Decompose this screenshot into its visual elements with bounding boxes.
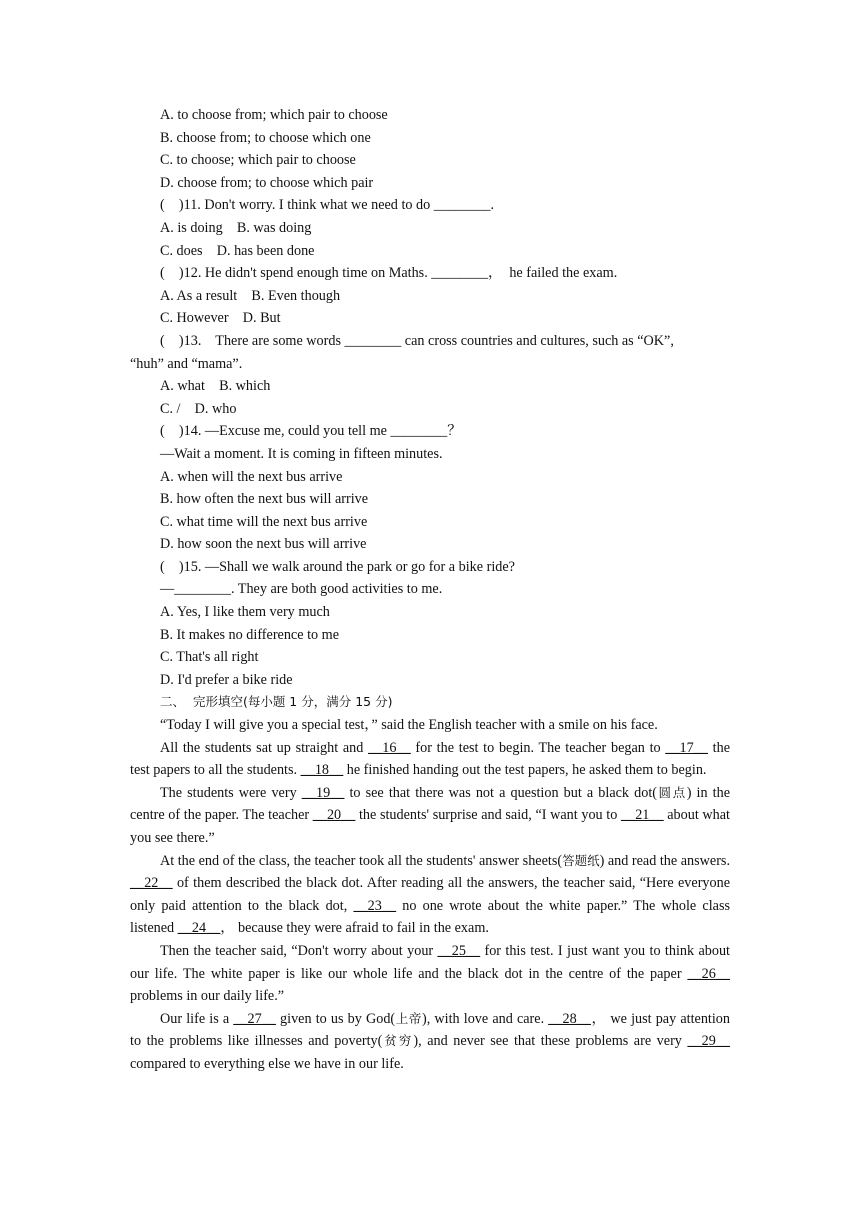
chinese-gloss: 上帝: [395, 1010, 422, 1026]
passage-paragraph-3: [130, 782, 730, 850]
q15-reply: —________. They are both good activities to me.: [160, 581, 443, 598]
passage-text: the students' surprise and said, “I want you to: [355, 807, 622, 824]
passage-text: no one wrote about the white paper.” The whole class listened: [130, 897, 731, 937]
passage-paragraph-2: [130, 737, 730, 782]
q11-options-ab: A. is doing B. was doing: [160, 219, 312, 236]
passage-text: The students were very: [160, 784, 302, 801]
passage-text: All the students sat up straight and: [160, 739, 369, 756]
passage-text: ) in the centre of the paper. The teacher: [130, 784, 730, 824]
passage-text: he finished handing out the test papers, he asked them to begin.: [343, 762, 707, 779]
passage-text: for this test. I just want you to think about our life. The white paper is like our whole life and the black dot in the centre of the paper: [130, 942, 730, 982]
passage-text: about what you see there.”: [130, 807, 730, 846]
section-score-note: (每小题 1 分，满分 15 分): [242, 694, 393, 710]
blank-20: __20__: [312, 807, 356, 824]
q11-options-cd: C. does D. has been done: [160, 242, 315, 259]
passage-paragraph-1: [130, 714, 730, 737]
passage-text: ) and read the answers.: [599, 852, 730, 869]
passage-paragraph-6: [130, 1008, 730, 1076]
q14-option-c: C. what time will the next bus arrive: [160, 513, 368, 530]
chinese-gloss: 圆点: [657, 784, 687, 800]
q11-stem: ( )11. Don't worry. I think what we need to do ________.: [160, 197, 495, 214]
document-content: [130, 104, 730, 1076]
q10-option-b: B. choose from; to choose which one: [160, 129, 371, 146]
blank-18: __18__: [300, 762, 344, 779]
blank-23: __23__: [353, 897, 397, 914]
passage-text: of them described the black dot. After reading all the answers, the teacher said, “Here everyone only paid attention to the black dot,: [130, 875, 730, 914]
passage-text: ， we just pay attention to the problems like illnesses and poverty(: [130, 1010, 730, 1050]
blank-21: __21__: [621, 807, 664, 824]
q15-stem: ( )15. —Shall we walk around the park or go for a bike ride?: [160, 558, 515, 575]
q14-reply: —Wait a moment. It is coming in fifteen minutes.: [160, 445, 443, 462]
section-heading: [130, 691, 730, 714]
passage-text: ), and never see that these problems are very: [413, 1033, 688, 1050]
q14-option-b: B. how often the next bus will arrive: [160, 491, 369, 508]
passage-text: for the test to begin. The teacher began to: [410, 739, 666, 756]
q12-options-ab: A. As a result B. Even though: [160, 287, 341, 304]
q14-option-a: A. when will the next bus arrive: [160, 468, 343, 485]
blank-16: __16__: [368, 739, 411, 756]
passage-paragraph-4: [130, 850, 730, 940]
blank-24: __24__: [177, 920, 221, 937]
passage-text: given to us by God(: [275, 1010, 396, 1027]
q15-option-b: B. It makes no difference to me: [160, 626, 339, 643]
q10-option-d: D. choose from; to choose which pair: [160, 174, 374, 191]
q15-option-a: A. Yes, I like them very much: [160, 604, 330, 621]
q10-option-c: C. to choose; which pair to choose: [160, 152, 356, 169]
q13-options-ab: A. what B. which: [160, 378, 271, 395]
blank-17: __17__: [665, 739, 708, 756]
blank-28: __28__: [548, 1010, 591, 1027]
q14-option-d: D. how soon the next bus will arrive: [160, 536, 367, 553]
chinese-gloss: 答题纸: [562, 852, 600, 868]
passage-text: Our life is a: [160, 1010, 234, 1027]
passage-text: the test papers to all the students.: [130, 739, 730, 779]
passage-text: compared to everything else we have in our life.: [130, 1055, 404, 1072]
blank-26: __26__: [687, 965, 730, 982]
q13-stem: ( )13. There are some words ________ can cross countries and cultures, such as “OK”,: [160, 332, 674, 349]
q10-option-a: A. to choose from; which pair to choose: [160, 107, 388, 123]
passage-text: ), with love and care.: [421, 1010, 549, 1027]
q13-options-cd: C. / D. who: [160, 400, 237, 417]
passage-text: “Today I will give you a special test，” said the English teacher with a smile on his face.: [160, 717, 658, 734]
chinese-gloss: 贫穷: [382, 1033, 414, 1049]
q15-option-c: C. That's all right: [160, 649, 259, 666]
q12-options-cd: C. However D. But: [160, 310, 281, 327]
passage-text: At the end of the class, the teacher took all the students' answer sheets(: [160, 852, 563, 869]
section-title: 二、 完形填空: [160, 694, 243, 710]
passage-text: Then the teacher said, “Don't worry about your: [160, 942, 438, 959]
passage-text: to see that there was not a question but a black dot(: [344, 784, 657, 801]
passage-paragraph-5: [130, 940, 730, 1008]
q13-stem-cont: “huh” and “mama”.: [130, 355, 243, 372]
passage-text: problems in our daily life.”: [130, 988, 285, 1005]
passage-text: ， because they were afraid to fail in the exam.: [220, 920, 489, 937]
q15-option-d: D. I'd prefer a bike ride: [160, 671, 293, 688]
q14-stem: ( )14. —Excuse me, could you tell me ________？: [160, 423, 462, 440]
blank-29: __29__: [687, 1033, 730, 1050]
blank-25: __25__: [437, 942, 481, 959]
blank-22: __22__: [130, 875, 173, 892]
blank-19: __19__: [301, 784, 345, 801]
q12-stem: ( )12. He didn't spend enough time on Maths. ________， he failed the exam.: [160, 265, 618, 282]
blank-27: __27__: [233, 1010, 276, 1027]
